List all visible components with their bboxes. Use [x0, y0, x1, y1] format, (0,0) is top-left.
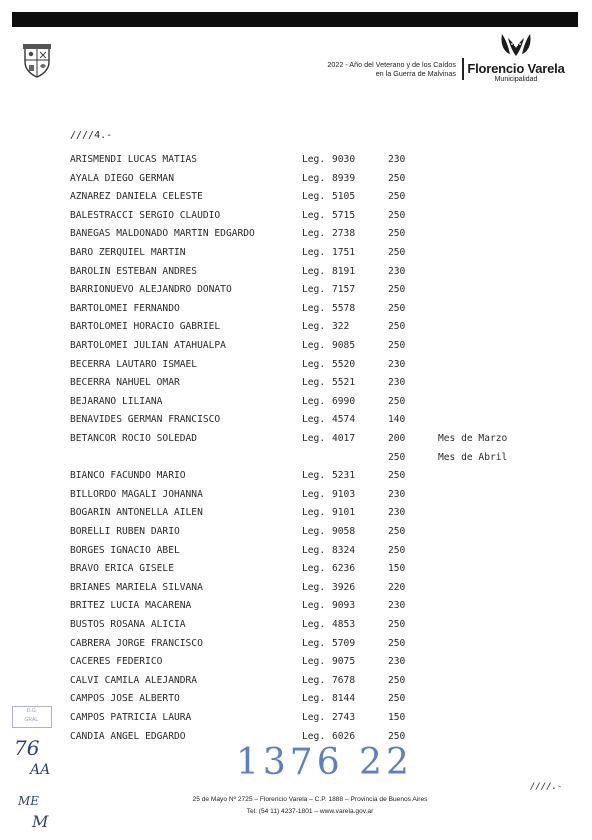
leg-label: Leg. — [302, 433, 326, 444]
employee-name: BRIANES MARIELA SILVANA — [70, 581, 203, 593]
motto-line-1: 2022 - Año del Veterano y de los Caídos — [327, 60, 456, 69]
amount: 250 — [388, 228, 406, 240]
amount: 250 — [388, 321, 406, 333]
amount: 230 — [388, 656, 406, 668]
employee-name: CANDIA ANGEL EDGARDO — [70, 730, 186, 742]
employee-name: BETANCOR ROCIO SOLEDAD — [70, 433, 198, 444]
amount: 250 — [388, 526, 406, 537]
leg-number: 9030 — [332, 154, 356, 165]
leg-label: Leg. — [302, 619, 326, 630]
leg-label: Leg. — [302, 526, 326, 537]
leg-label: Leg. — [302, 600, 326, 612]
leg-label: Leg. — [302, 154, 326, 165]
employee-name: BANEGAS MALDONADO MARTIN EDGARDO — [70, 228, 255, 240]
motto — [230, 60, 456, 78]
amount: 230 — [388, 377, 406, 389]
file-stamp-number: 1376 22 — [236, 742, 413, 783]
employee-name: BARRIONUEVO ALEJANDRO DONATO — [70, 284, 232, 296]
side-stamp: D.G. GRAL. — [12, 706, 52, 728]
amount: 230 — [388, 154, 406, 165]
amount: 250 — [388, 637, 406, 649]
employee-name: CALVI CAMILA ALEJANDRA — [70, 674, 198, 686]
employee-name: ARISMENDI LUCAS MATIAS — [70, 154, 198, 165]
amount: 250 — [388, 191, 406, 203]
leg-number: 2743 — [332, 712, 356, 723]
municipality-logo — [466, 32, 566, 84]
amount: 230 — [388, 265, 406, 277]
leg-number: 5709 — [332, 637, 356, 649]
leg-label: Leg. — [302, 377, 326, 389]
page-reference: ////4.- — [70, 130, 113, 141]
continuation-mark: ////.- — [530, 782, 563, 792]
employee-name: BORGES IGNACIO ABEL — [70, 544, 180, 556]
amount: 250 — [388, 395, 406, 407]
employee-name: BALESTRACCI SERGIO CLAUDIO — [70, 209, 221, 221]
month-note: Mes de Abril — [438, 451, 508, 463]
footer-address: 25 de Mayo Nº 2725 – Florencio Varela – C.P. 1888 – Provincia de Buenos Aires — [192, 796, 428, 803]
logo-name: Florencio Varela — [467, 61, 565, 76]
leg-number: 9075 — [332, 656, 356, 668]
amount: 250 — [388, 284, 406, 296]
leg-number: 6990 — [332, 395, 356, 407]
leg-label: Leg. — [302, 284, 326, 296]
employee-name: BENAVIDES GERMAN FRANCISCO — [70, 414, 221, 426]
handwritten-mark-1: 76 — [14, 736, 40, 760]
employee-name: CAMPOS JOSE ALBERTO — [70, 693, 180, 705]
handwritten-mark-3: ME — [18, 794, 40, 808]
leg-number: 8324 — [332, 544, 356, 556]
flower-logo-icon — [498, 32, 534, 58]
leg-number: 1751 — [332, 247, 356, 258]
leg-number: 5715 — [332, 209, 356, 221]
leg-number: 5521 — [332, 377, 356, 389]
amount: 230 — [388, 358, 406, 370]
amount: 250 — [388, 451, 406, 463]
leg-label: Leg. — [302, 321, 326, 333]
amount: 230 — [388, 507, 406, 519]
leg-label: Leg. — [302, 730, 326, 742]
leg-label: Leg. — [302, 172, 326, 184]
handwritten-mark-2: AA — [30, 762, 51, 778]
leg-label: Leg. — [302, 674, 326, 686]
leg-number: 5520 — [332, 358, 356, 370]
amount: 150 — [388, 563, 406, 575]
leg-number: 8144 — [332, 693, 356, 705]
employee-name: CAMPOS PATRICIA LAURA — [70, 712, 192, 723]
amount: 140 — [388, 414, 406, 426]
leg-number: 322 — [332, 321, 350, 333]
leg-label: Leg. — [302, 693, 326, 705]
leg-number: 9101 — [332, 507, 356, 519]
leg-number: 5105 — [332, 191, 356, 203]
leg-label: Leg. — [302, 191, 326, 203]
leg-number: 7157 — [332, 284, 356, 296]
leg-number: 9085 — [332, 340, 356, 351]
employee-name: BUSTOS ROSANA ALICIA — [70, 619, 186, 630]
leg-label: Leg. — [302, 209, 326, 221]
employee-name: AZNAREZ DANIELA CELESTE — [70, 191, 203, 203]
leg-label: Leg. — [302, 395, 326, 407]
leg-label: Leg. — [302, 712, 326, 723]
employee-name: BORELLI RUBEN DARIO — [70, 526, 180, 537]
coat-of-arms-icon — [22, 42, 52, 78]
leg-label: Leg. — [302, 470, 326, 482]
leg-number: 9093 — [332, 600, 356, 612]
employee-name: BARTOLOMEI JULIAN ATAHUALPA — [70, 340, 226, 351]
employee-name: BILLORDO MAGALI JOHANNA — [70, 488, 203, 500]
leg-number: 3926 — [332, 581, 356, 593]
leg-label: Leg. — [302, 656, 326, 668]
leg-number: 2738 — [332, 228, 356, 240]
leg-number: 9103 — [332, 488, 356, 500]
scan-top-border — [12, 12, 578, 27]
header-divider — [462, 58, 464, 80]
employee-name: BARTOLOMEI HORACIO GABRIEL — [70, 321, 221, 333]
leg-label: Leg. — [302, 488, 326, 500]
leg-label: Leg. — [302, 228, 326, 240]
amount: 250 — [388, 730, 406, 742]
leg-label: Leg. — [302, 340, 326, 351]
amount: 200 — [388, 433, 406, 444]
amount: 250 — [388, 302, 406, 314]
amount: 250 — [388, 209, 406, 221]
leg-number: 5231 — [332, 470, 356, 482]
leg-number: 4017 — [332, 433, 356, 444]
employee-name: BIANCO FACUNDO MARIO — [70, 470, 186, 482]
leg-label: Leg. — [302, 637, 326, 649]
leg-label: Leg. — [302, 563, 326, 575]
amount: 250 — [388, 247, 406, 258]
leg-number: 5578 — [332, 302, 356, 314]
motto-line-2: en la Guerra de Malvinas — [375, 69, 456, 78]
month-note: Mes de Marzo — [438, 433, 508, 444]
employee-name: BEJARANO LILIANA — [70, 395, 163, 407]
amount: 250 — [388, 619, 406, 630]
footer-contact: Tel: (54 11) 4237-1801 – www.varela.gov.ar — [246, 808, 374, 815]
leg-number: 6236 — [332, 563, 356, 575]
amount: 250 — [388, 340, 406, 351]
amount: 220 — [388, 581, 406, 593]
employee-name: BRAVO ERICA GISELE — [70, 563, 174, 575]
leg-number: 4853 — [332, 619, 356, 630]
leg-label: Leg. — [302, 247, 326, 258]
leg-label: Leg. — [302, 302, 326, 314]
amount: 250 — [388, 470, 406, 482]
leg-label: Leg. — [302, 544, 326, 556]
amount: 250 — [388, 674, 406, 686]
leg-number: 7678 — [332, 674, 356, 686]
leg-label: Leg. — [302, 358, 326, 370]
handwritten-mark-4: M — [32, 812, 49, 831]
employee-name: BECERRA NAHUEL OMAR — [70, 377, 180, 389]
leg-label: Leg. — [302, 507, 326, 519]
leg-number: 6026 — [332, 730, 356, 742]
employee-name: CACERES FEDERICO — [70, 656, 163, 668]
leg-number: 4574 — [332, 414, 356, 426]
leg-label: Leg. — [302, 581, 326, 593]
amount: 250 — [388, 172, 406, 184]
amount: 250 — [388, 544, 406, 556]
employee-name: AYALA DIEGO GERMAN — [70, 172, 174, 184]
employee-name: BARO ZERQUIEL MARTIN — [70, 247, 186, 258]
logo-subtitle: Municipalidad — [494, 76, 538, 83]
employee-name: BARTOLOMEI FERNANDO — [70, 302, 180, 314]
amount: 250 — [388, 693, 406, 705]
leg-label: Leg. — [302, 265, 326, 277]
employee-name: BOGARIN ANTONELLA AILEN — [70, 507, 203, 519]
leg-label: Leg. — [302, 414, 326, 426]
employee-name: CABRERA JORGE FRANCISCO — [70, 637, 203, 649]
employee-name: BRITEZ LUCIA MACARENA — [70, 600, 192, 612]
amount: 150 — [388, 712, 406, 723]
employee-name: BAROLIN ESTEBAN ANDRES — [70, 265, 198, 277]
employee-name: BECERRA LAUTARO ISMAEL — [70, 358, 198, 370]
leg-number: 8939 — [332, 172, 356, 184]
leg-number: 8191 — [332, 265, 356, 277]
amount: 230 — [388, 600, 406, 612]
leg-number: 9058 — [332, 526, 356, 537]
amount: 230 — [388, 488, 406, 500]
